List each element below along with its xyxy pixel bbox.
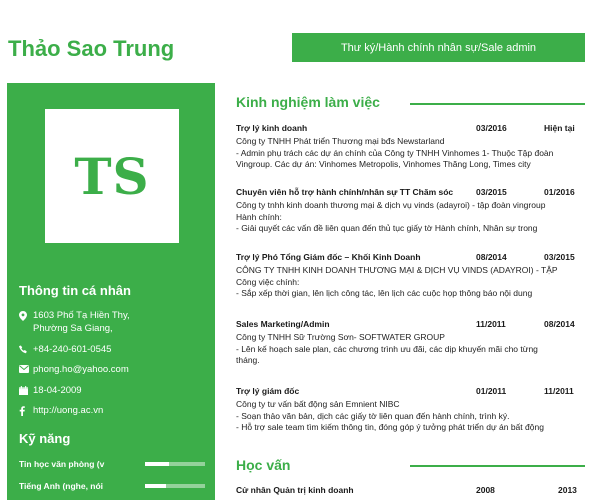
job-detail-line: CÔNG TY TNHH KINH DOANH THƯƠNG MẠI & DỊCH VỤ VINDS (ADAYROI) - TẬP bbox=[236, 265, 558, 275]
skill-label: Tiếng Anh (nghe, nói bbox=[19, 481, 104, 491]
candidate-name: Thảo Sao Trung bbox=[8, 36, 175, 61]
education-degree: Cử nhân Quản trị kinh doanh bbox=[236, 485, 354, 495]
facebook-icon bbox=[19, 404, 33, 417]
skill-label: Tin học văn phòng (v bbox=[19, 459, 105, 469]
location-pin-icon bbox=[19, 309, 33, 335]
website-text[interactable]: http://uong.ac.vn bbox=[33, 405, 104, 416]
address-line1: 1603 Phố Tạ Hiền Thy, bbox=[33, 310, 130, 321]
phone-row bbox=[19, 343, 111, 356]
job-end-date: 11/2011 bbox=[544, 386, 574, 396]
job-end-date: 08/2014 bbox=[544, 319, 575, 329]
sidebar bbox=[7, 83, 215, 500]
skill-bar bbox=[145, 484, 205, 488]
job-detail-line: - Soạn thảo văn bản, dịch các giấy tờ liên quan đến hành chính, trình ký. bbox=[236, 410, 510, 421]
job-end-date: 01/2016 bbox=[544, 187, 575, 197]
email-row[interactable] bbox=[19, 363, 129, 376]
monogram-avatar bbox=[45, 109, 179, 243]
job-detail-line: Công ty tnhh kinh doanh thương mại & dịch vụ vinds (adayroi) - tập đoàn vingroup bbox=[236, 200, 546, 210]
job-detail-line: Vingroup. Các dự án: Vinhomes Metropolis, Vinhomes Thăng Long, Times city bbox=[236, 159, 531, 170]
job-entry bbox=[236, 252, 596, 300]
job-entry bbox=[236, 123, 596, 171]
job-end-date: Hiện tại bbox=[544, 123, 575, 133]
job-entry bbox=[236, 319, 596, 367]
personal-info-heading: Thông tin cá nhân bbox=[19, 283, 131, 298]
education-start-year: 2008 bbox=[476, 485, 495, 495]
experience-heading: Kinh nghiệm làm việc bbox=[236, 94, 380, 110]
job-detail-line: - Sắp xếp thời gian, lên lịch công tác, lên lịch các cuộc họp thông báo nội dung bbox=[236, 288, 533, 299]
job-detail-line: - Lên kế hoạch sale plan, các chương trình ưu đãi, các dịp khuyến mãi cho từng bbox=[236, 343, 538, 354]
job-start-date: 03/2016 bbox=[476, 123, 507, 133]
education-entry bbox=[236, 485, 596, 498]
skills-heading: Kỹ năng bbox=[19, 431, 71, 446]
phone-icon bbox=[19, 343, 33, 356]
job-title: Thư ký/Hành chính nhân sự/Sale admin bbox=[340, 41, 537, 54]
job-detail-line: - Admin phụ trách các dự án chính của Công ty TNHH Vinhomes 1- Thuộc Tập đoàn bbox=[236, 147, 554, 158]
experience-divider bbox=[410, 103, 585, 105]
monogram-text: TS bbox=[74, 146, 150, 206]
job-position: Trợ lý giám đốc bbox=[236, 386, 300, 396]
job-title-bar bbox=[292, 33, 585, 62]
job-detail-line: - Hỗ trợ sale team tìm kiếm thông tin, đóng góp ý tưởng phát triển dự án bất động bbox=[236, 422, 544, 433]
job-start-date: 03/2015 bbox=[476, 187, 507, 197]
birthday-row bbox=[19, 384, 82, 397]
job-start-date: 11/2011 bbox=[476, 319, 506, 329]
job-end-date: 03/2015 bbox=[544, 252, 575, 262]
job-entry bbox=[236, 386, 596, 434]
address-row bbox=[19, 309, 130, 335]
skill-item bbox=[19, 457, 207, 471]
job-position: Chuyên viên hỗ trợ hành chính/nhân sự TT Chăm sóc bbox=[236, 187, 454, 197]
envelope-icon bbox=[19, 363, 33, 376]
job-detail-line: Công ty TNHH Phát triển Thương mại bđs Newstarland bbox=[236, 136, 445, 146]
job-start-date: 08/2014 bbox=[476, 252, 507, 262]
calendar-icon bbox=[19, 384, 33, 397]
job-detail-line: Công ty tư vấn bất động sản Emnient NIBC bbox=[236, 399, 400, 409]
birthday-text: 18-04-2009 bbox=[33, 385, 82, 396]
job-detail-line: - Giải quyết các vấn đề liên quan đến thủ tục giấy tờ Hành chính, Nhân sự trong bbox=[236, 223, 538, 234]
phone-text: +84-240-601-0545 bbox=[33, 344, 112, 355]
job-entry bbox=[236, 187, 596, 235]
education-heading: Học vấn bbox=[236, 457, 291, 473]
website-row[interactable] bbox=[19, 404, 103, 417]
skill-item bbox=[19, 479, 207, 493]
education-end-year: 2013 bbox=[558, 485, 577, 495]
job-position: Sales Marketing/Admin bbox=[236, 319, 330, 329]
skill-bar bbox=[145, 462, 205, 466]
job-position: Trợ lý Phó Tổng Giám đốc – Khối Kinh Doanh bbox=[236, 252, 421, 262]
education-divider bbox=[410, 465, 585, 467]
email-text[interactable]: phong.ho@yahoo.com bbox=[33, 364, 129, 375]
job-position: Trợ lý kinh doanh bbox=[236, 123, 308, 133]
job-detail-line: Công ty TNHH Sữ Trường Sơn- SOFTWATER GROUP bbox=[236, 332, 445, 342]
job-detail-line: Công việc chính: bbox=[236, 276, 300, 287]
job-detail-line: tháng. bbox=[236, 355, 260, 366]
address-line2: Phường Sa Giang, bbox=[33, 323, 113, 334]
job-detail-line: Hành chính: bbox=[236, 211, 282, 222]
job-start-date: 01/2011 bbox=[476, 386, 507, 396]
